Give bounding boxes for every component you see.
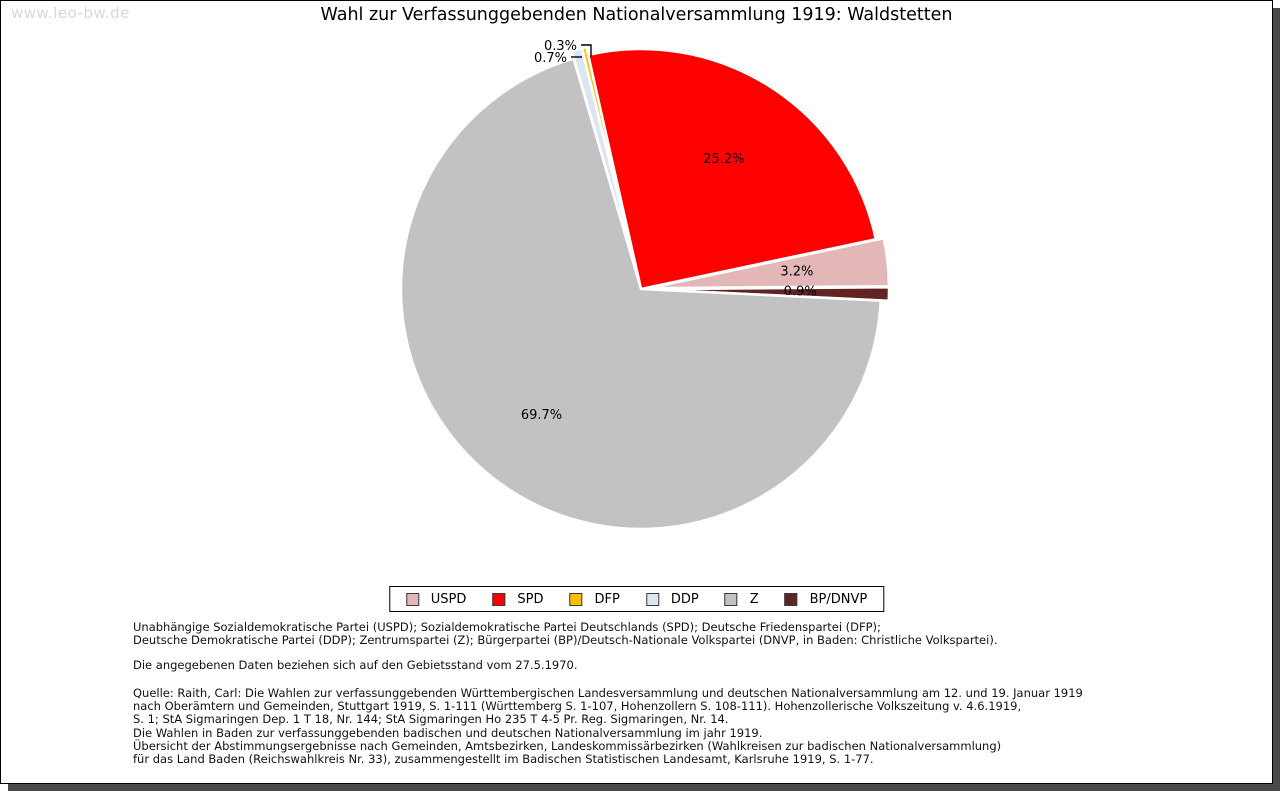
legend-label-ddp: DDP [670, 591, 699, 607]
note-line: S. 1; StA Sigmaringen Dep. 1 T 18, Nr. 144; StA Sigmaringen Ho 235 T 4-5 Pr. Reg. Sigmaringen, Nr. 14. [133, 712, 729, 727]
legend-swatch-ddp [646, 593, 659, 606]
notes-abbreviations [133, 621, 997, 647]
legend-label-bp-dnvp: BP/DNVP [809, 591, 868, 607]
notes-gebietsstand [133, 659, 578, 672]
chart-title: Wahl zur Verfassunggebenden Nationalversammlung 1919: Waldstetten [320, 5, 953, 25]
legend-item-bp-dnvp [785, 592, 868, 607]
legend-swatch-bp-dnvp [785, 593, 798, 606]
legend-label-dfp: DFP [594, 591, 620, 607]
legend-swatch-z [725, 593, 738, 606]
note-line: Unabhängige Sozialdemokratische Partei (USPD); Sozialdemokratische Partei Deutschlands (SPD); Deutsche Friedenspartei (DFP); [133, 620, 881, 634]
note-line: Die Wahlen in Baden zur verfassunggebenden badischen und deutschen Nationalversammlung im jahr 1919. [133, 725, 763, 740]
pie-label-ddp: 0.7% [533, 51, 567, 66]
pie-label-z: 69.7% [520, 407, 563, 423]
legend-swatch-uspd [406, 593, 419, 606]
pie-label-bp-dnvp: 0.9% [783, 284, 817, 300]
legend-item-ddp [646, 592, 699, 607]
pie-label-uspd: 3.2% [780, 264, 814, 280]
note-line: für das Land Baden (Reichswahlkreis Nr. 33), zusammengestellt im Badischen Statistischen Landesamt, Karlsruhe 1919, S. 1-77. [133, 752, 874, 767]
notes-source [133, 687, 1083, 766]
note-line: nach Oberämtern und Gemeinden, Stuttgart 1919, S. 1-111 (Württemberg S. 1-107, Hohenzollern S. 108-111). Hohenzollerische Volkszeitung v. 4.6.1919, [133, 699, 1022, 714]
legend-swatch-dfp [570, 593, 583, 606]
pie-label-spd: 25.2% [703, 152, 745, 168]
note-line: Übersicht der Abstimmungsergebnisse nach Gemeinden, Amtsbezirken, Landeskommissärbezirken (Wahlkreisen zur badischen Nationalversammlung) [133, 738, 1002, 753]
pie-chart-svg [1, 1, 1280, 581]
legend-label-uspd: USPD [430, 591, 467, 607]
legend-item-z [725, 592, 759, 607]
note-line: Deutsche Demokratische Partei (DDP); Zentrumspartei (Z); Bürgerpartei (BP)/Deutsch-Nationale Volkspartei (DNVP, in Baden: Christliche Volkspartei). [133, 633, 998, 648]
legend-label-spd: SPD [517, 591, 544, 607]
legend-item-uspd [406, 592, 467, 607]
legend-swatch-spd [492, 593, 505, 606]
chart-legend [389, 586, 884, 612]
watermark: www.leo-bw.de [11, 4, 130, 22]
note-line: Die angegebenen Daten beziehen sich auf den Gebietsstand vom 27.5.1970. [133, 658, 578, 672]
legend-label-z: Z [749, 591, 759, 607]
pie-label-dfp: 0.3% [543, 39, 577, 54]
legend-item-spd [492, 592, 543, 607]
note-line: Quelle: Raith, Carl: Die Wahlen zur verfassunggebenden Württembergischen Landesversammlung und deutschen Nationalversammlung am 12. und 19. Januar 1919 [133, 686, 1083, 700]
legend-item-dfp [570, 592, 620, 607]
